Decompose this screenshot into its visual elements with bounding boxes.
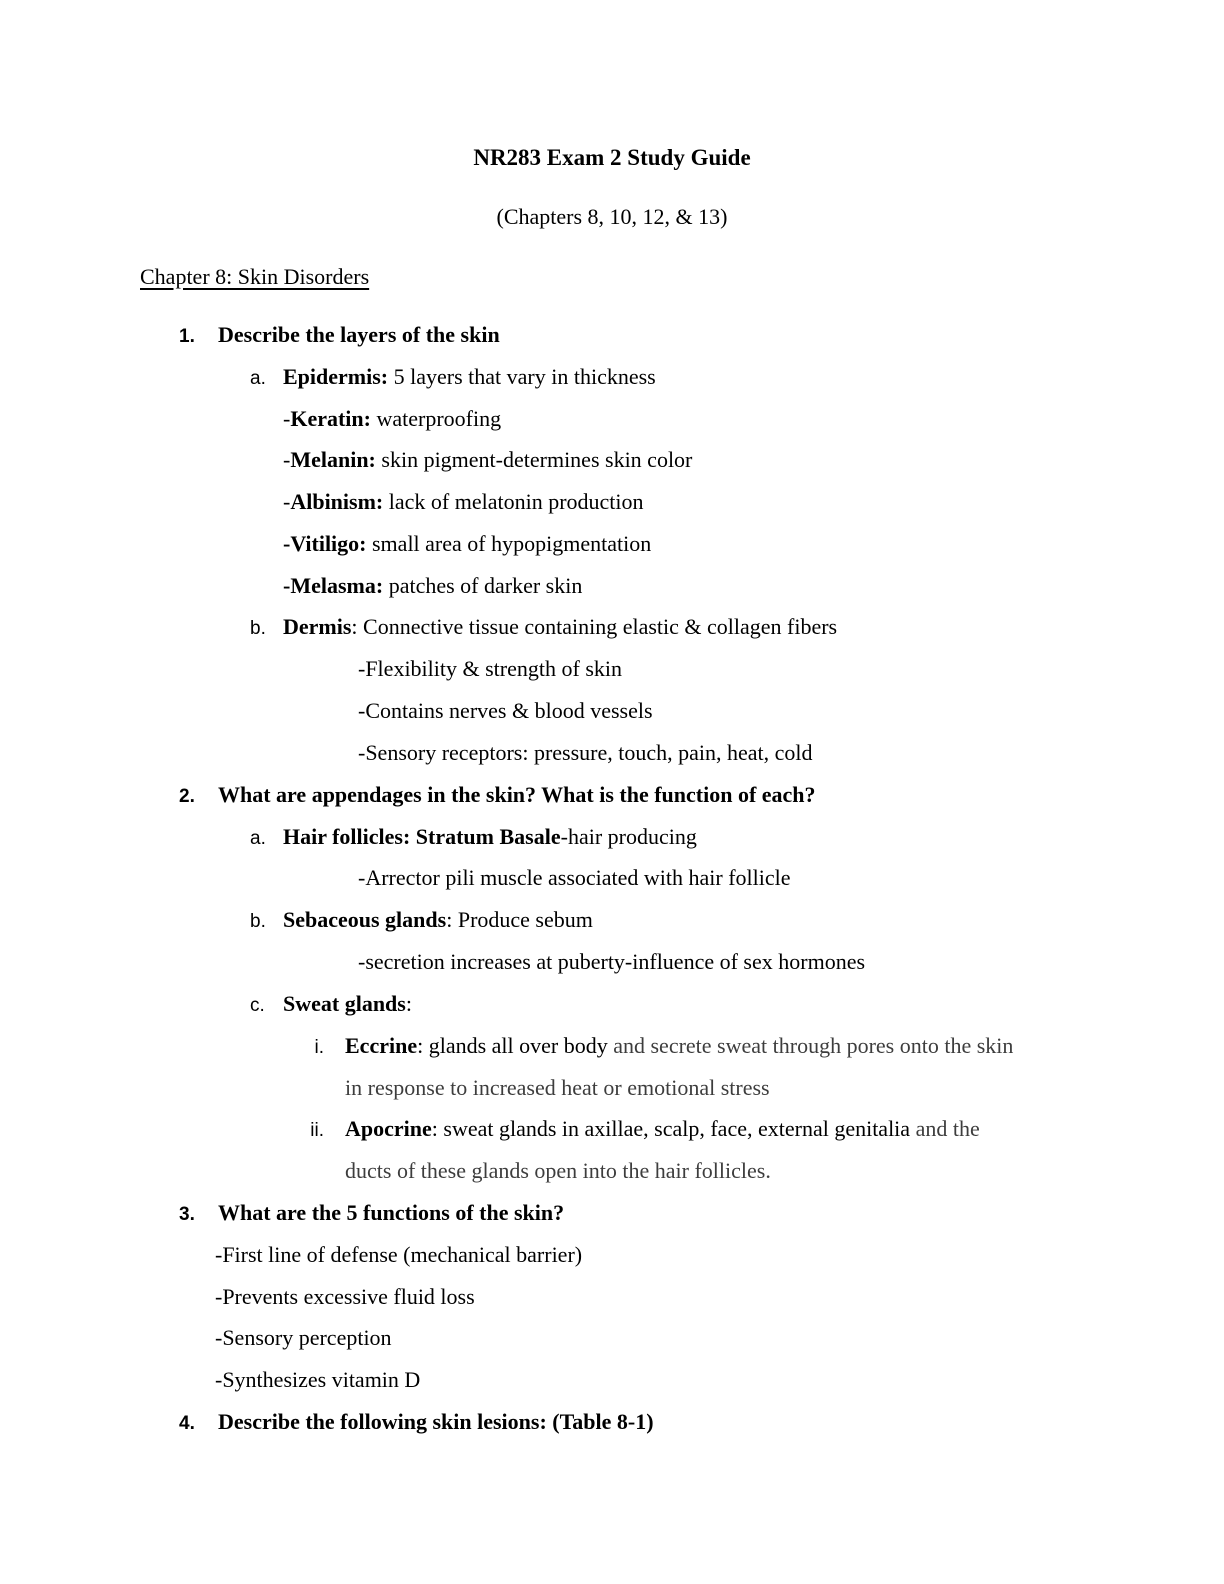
dash-item-melasma: [0, 571, 1224, 601]
definition-eccrine-cont: and secrete sweat through pores onto the skin: [613, 1033, 1014, 1058]
question-4-text: Describe the following skin lesions: (Table 8-1): [218, 1409, 654, 1434]
term-epidermis: Epidermis:: [283, 364, 389, 389]
question-1-text: Describe the layers of the skin: [218, 322, 500, 347]
roman-item-eccrine: [0, 1031, 1224, 1061]
section-heading: [0, 262, 1224, 292]
dash-item-albinism: [0, 487, 1224, 517]
definition-apocrine-cont: and the: [915, 1116, 980, 1141]
term-apocrine: Apocrine: [345, 1116, 432, 1141]
list-marker: c.: [250, 995, 265, 1016]
term-sebaceous: Sebaceous glands: [283, 907, 447, 932]
question-3-text: What are the 5 functions of the skin?: [218, 1200, 565, 1225]
term-sweat-glands: Sweat glands: [283, 991, 406, 1016]
definition-albinism: lack of melatonin production: [383, 489, 644, 514]
dash-item-keratin: [0, 404, 1224, 434]
dash-item-melanin: [0, 445, 1224, 475]
dash-item-vitiligo: [0, 529, 1224, 559]
definition-apocrine: : sweat glands in axillae, scalp, face, external genitalia: [431, 1116, 916, 1141]
sub-item-dermis: [0, 612, 1224, 642]
dash-item-prevents-fluid-loss: -Prevents excessive fluid loss: [215, 1284, 475, 1309]
eccrine-wrap-line: in response to increased heat or emotional stress: [345, 1075, 770, 1100]
term-albinism: Albinism:: [290, 489, 384, 514]
apocrine-wrap-line: ducts of these glands open into the hair follicles.: [345, 1158, 771, 1183]
document-subtitle: (Chapters 8, 10, 12, & 13): [496, 204, 728, 229]
list-marker: b.: [250, 911, 266, 932]
list-marker: 1.: [179, 326, 195, 347]
definition-eccrine: : glands all over body: [417, 1033, 614, 1058]
dash-item-flexibility: -Flexibility & strength of skin: [358, 656, 622, 681]
sub-item-sweat-glands: [0, 989, 1224, 1019]
dash: -: [283, 406, 291, 431]
document-title: NR283 Exam 2 Study Guide: [473, 145, 751, 170]
definition-sebaceous: : Produce sebum: [446, 907, 593, 932]
list-marker: 3.: [179, 1204, 195, 1225]
dash: -: [283, 489, 291, 514]
list-marker: ii.: [310, 1120, 324, 1141]
definition-keratin: waterproofing: [370, 406, 502, 431]
dash-item-arrector-pili: -Arrector pili muscle associated with hair follicle: [358, 865, 791, 890]
dash: -: [283, 447, 291, 472]
term-keratin: Keratin:: [290, 406, 371, 431]
list-marker: a.: [250, 368, 266, 389]
list-marker: b.: [250, 618, 266, 639]
sub-item-epidermis: [0, 362, 1224, 392]
term-hair-follicles: Hair follicles: Stratum Basale: [283, 824, 561, 849]
dash-item-contains-nerves: -Contains nerves & blood vessels: [358, 698, 653, 723]
question-2-text: What are appendages in the skin? What is the function of each?: [218, 782, 816, 807]
term-melanin: Melanin:: [290, 447, 376, 472]
definition-melanin: skin pigment-determines skin color: [375, 447, 693, 472]
sub-item-sebaceous: [0, 905, 1224, 935]
question-3: [0, 1198, 1224, 1228]
definition-vitiligo: small area of hypopigmentation: [366, 531, 652, 556]
roman-item-apocrine: [0, 1114, 1224, 1144]
dash-item-sensory-receptors: -Sensory receptors: pressure, touch, pain, heat, cold: [358, 740, 813, 765]
list-marker: 4.: [179, 1413, 195, 1434]
dash-item-synthesizes-vitamin-d: -Synthesizes vitamin D: [215, 1367, 421, 1392]
term-melasma: -Melasma:: [283, 573, 384, 598]
definition-sweat-glands: :: [405, 991, 412, 1016]
term-dermis: Dermis: [283, 614, 352, 639]
list-marker: 2.: [179, 786, 195, 807]
question-4: [0, 1407, 1224, 1437]
definition-melasma: patches of darker skin: [383, 573, 583, 598]
definition-hair-follicles: -hair producing: [560, 824, 697, 849]
term-eccrine: Eccrine: [345, 1033, 418, 1058]
section-heading-text: Chapter 8: Skin Disorders: [140, 264, 370, 289]
list-marker: a.: [250, 828, 266, 849]
term-vitiligo: -Vitiligo:: [283, 531, 367, 556]
dash-item-sensory-perception: -Sensory perception: [215, 1325, 392, 1350]
definition-dermis: : Connective tissue containing elastic & collagen fibers: [351, 614, 838, 639]
question-2: [0, 780, 1224, 810]
question-1: [0, 320, 1224, 350]
sub-item-hair-follicles: [0, 822, 1224, 852]
definition-epidermis: 5 layers that vary in thickness: [388, 364, 656, 389]
dash-item-first-line-of-defense: -First line of defense (mechanical barrier): [215, 1242, 583, 1267]
list-marker: i.: [314, 1037, 324, 1058]
dash-item-secretion: -secretion increases at puberty-influence of sex hormones: [358, 949, 866, 974]
